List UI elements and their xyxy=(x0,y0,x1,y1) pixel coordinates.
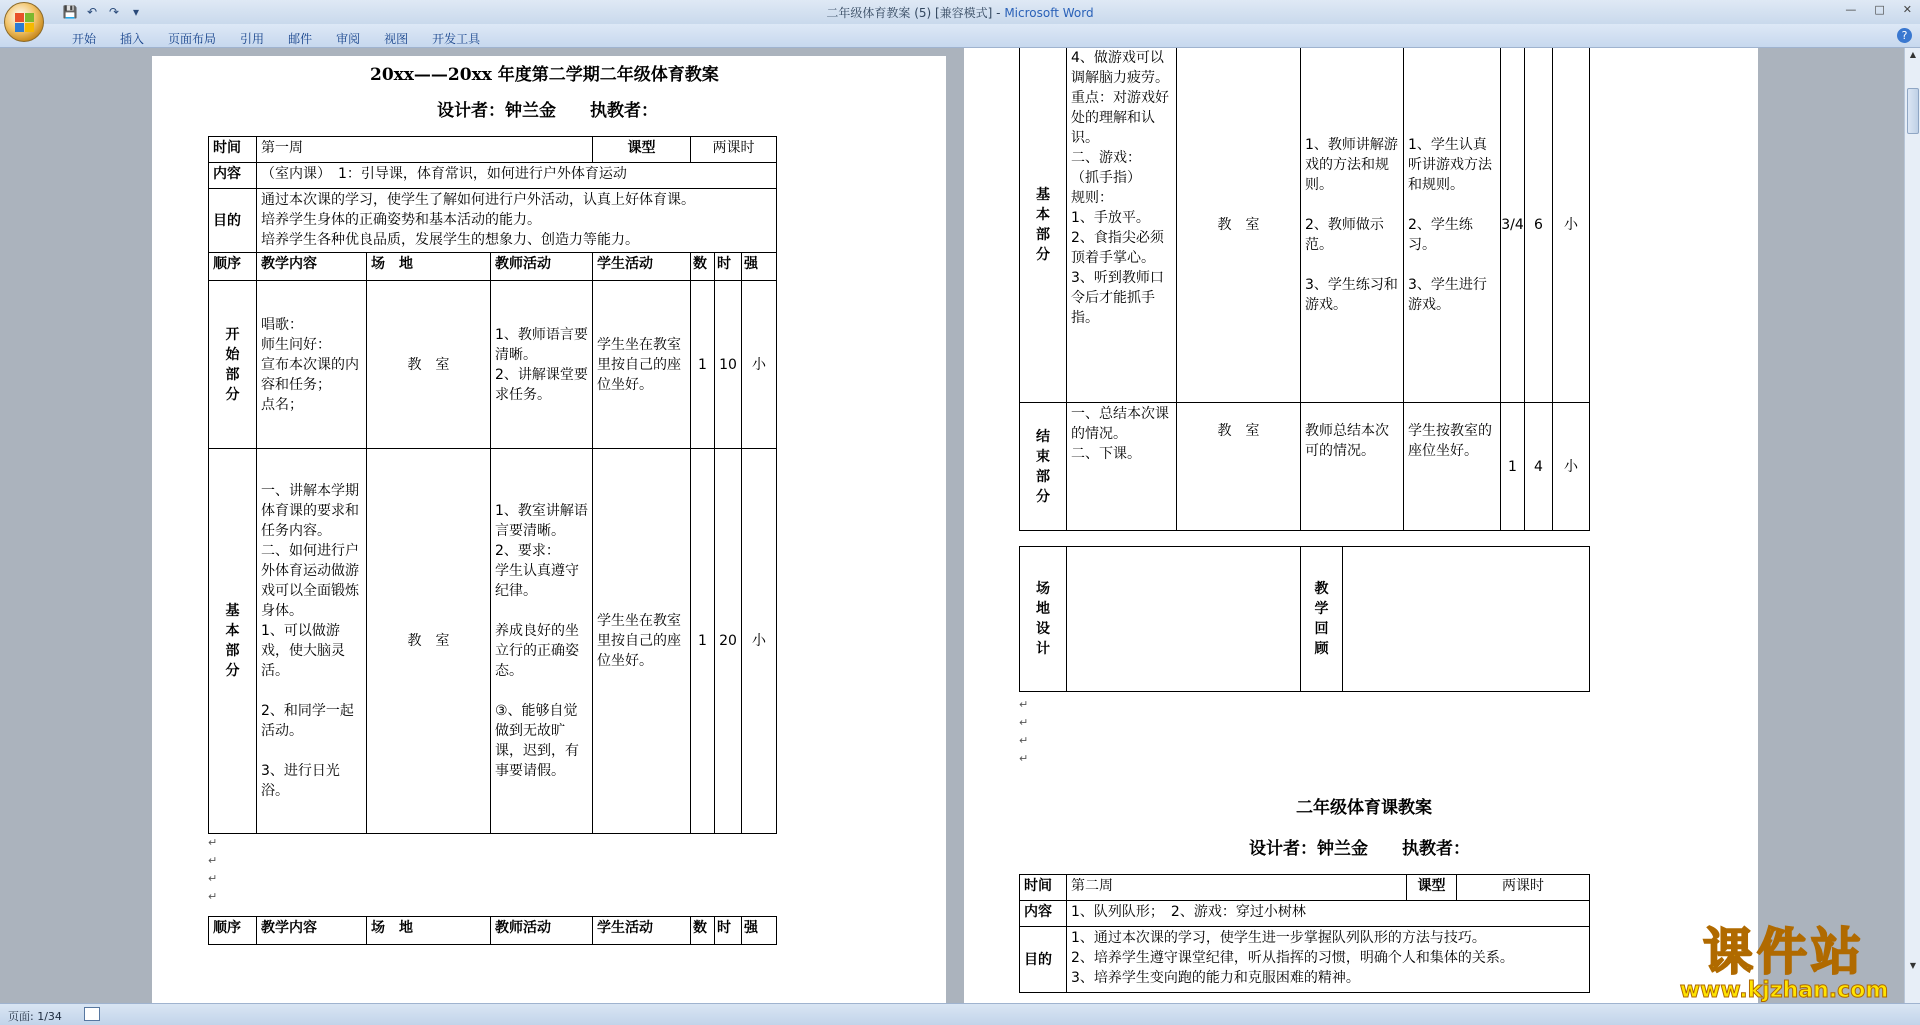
label-goal: 目的 xyxy=(209,189,257,253)
section-basic-teacher: 1、教室讲解语言要清晰。 2、要求： 学生认真遵守纪律。 养成良好的坐立行的正确姿态。 ③、能够自觉做到无故旷课，迟到，有事要请假。 xyxy=(491,449,593,834)
col-teach: 教学内容 xyxy=(257,917,367,945)
col-teacher: 教师活动 xyxy=(491,917,593,945)
label-time: 时间 xyxy=(209,137,257,163)
title-bar xyxy=(0,0,1920,24)
section-basic-name: 基 本 部 分 xyxy=(209,449,257,834)
content-value-2: 1、队列队形； 2、游戏：穿过小树林 xyxy=(1067,901,1590,927)
section-basic-cont-teach: 4、做游戏可以调解脑力疲劳。 重点：对游戏好处的理解和认识。 二、游戏： （抓手指） 规则： 1、手放平。 2、食指尖必须顶着手掌心。 3、听到教师口令后才能抓手指。 xyxy=(1067,48,1177,403)
section-basic-place: 教 室 xyxy=(367,449,491,834)
page-2 xyxy=(964,48,1758,1003)
watermark-url: www.kjzhan.com xyxy=(1679,978,1889,1003)
proofing-icon[interactable] xyxy=(84,1007,100,1021)
section-basic-cont-teacher: 1、教师讲解游戏的方法和规则。 2、教师做示范。 3、学生练习和游戏。 xyxy=(1301,48,1404,403)
minimize-button[interactable]: — xyxy=(1845,3,1857,16)
col-time: 时 xyxy=(715,917,742,945)
site-review-table xyxy=(1019,546,1590,692)
section-basic-cont-intensity: 小 xyxy=(1553,48,1590,403)
section-start-student: 学生坐在教室里按自己的座位坐好。 xyxy=(593,281,691,449)
lesson-table-1-header-repeat xyxy=(208,916,777,945)
week-value: 第一周 xyxy=(257,137,593,163)
col-count: 数 xyxy=(691,917,715,945)
goal-value-2: 1、通过本次课的学习，使学生进一步掌握队列队形的方法与技巧。 2、培养学生遵守课堂纪律，听从指挥的习惯，明确个人和集体的关系。 3、培养学生变向跑的能力和克服困难的精神。 xyxy=(1067,927,1590,993)
doc-title-2: 二年级体育课教案 xyxy=(1296,798,1432,818)
section-basic-teach: 一、讲解本学期体育课的要求和任务内容。 二、如何进行户外体育运动做游戏可以全面锻炼身体。 1、可以做游戏，使大脑灵活。 2、和同学一起活动。 3、进行日光浴。 xyxy=(257,449,367,834)
section-start-intensity: 小 xyxy=(742,281,777,449)
redo-icon[interactable]: ↷ xyxy=(108,5,120,19)
page-count[interactable]: 页面: 1/34 xyxy=(8,1010,62,1023)
label-content-2: 内容 xyxy=(1020,901,1067,927)
paragraph-marks-1: ↵ ↵ ↵ ↵ xyxy=(208,836,218,903)
col-teach: 教学内容 xyxy=(257,253,367,281)
section-end-name: 结 束 部 分 xyxy=(1020,403,1067,531)
lesson-table-1-continued xyxy=(1019,48,1590,531)
vertical-scrollbar[interactable] xyxy=(1904,48,1920,1003)
lesson-table-1 xyxy=(208,136,777,834)
label-time-2: 时间 xyxy=(1020,875,1067,901)
section-start-time: 10 xyxy=(715,281,742,449)
section-end-teach: 一、总结本次课的情况。 二、下课。 xyxy=(1067,403,1177,531)
col-order: 顺序 xyxy=(209,253,257,281)
site-design-cell[interactable] xyxy=(1067,547,1301,692)
teaching-review-cell[interactable] xyxy=(1343,547,1590,692)
tab-7[interactable]: 开发工具 xyxy=(432,32,481,46)
ribbon-tabs xyxy=(60,30,492,47)
section-start-teach: 唱歌： 师生问好： 宣布本次课的内容和任务； 点名； xyxy=(257,281,367,449)
tab-1[interactable]: 插入 xyxy=(120,32,145,46)
lesson-table-2 xyxy=(1019,874,1590,993)
label-goal-2: 目的 xyxy=(1020,927,1067,993)
section-end-teacher: 教师总结本次可的情况。 xyxy=(1301,403,1404,531)
save-icon[interactable]: 💾 xyxy=(62,5,78,19)
col-intensity: 强 xyxy=(742,253,777,281)
watermark-logo xyxy=(1664,925,1904,1003)
col-teacher: 教师活动 xyxy=(491,253,593,281)
customize-qat-icon[interactable]: ▾ xyxy=(132,5,140,19)
maximize-button[interactable]: □ xyxy=(1874,3,1885,16)
section-basic-cont-time: 6 xyxy=(1525,48,1553,403)
tab-2[interactable]: 页面布局 xyxy=(168,32,217,46)
office-logo-icon xyxy=(15,13,35,33)
section-start-name: 开 始 部 分 xyxy=(209,281,257,449)
section-end-time: 4 xyxy=(1525,403,1553,531)
section-end-count: 1 xyxy=(1501,403,1525,531)
watermark-text: 课件站 xyxy=(1703,923,1865,981)
tab-0[interactable]: 开始 xyxy=(72,32,97,46)
label-type-2: 课型 xyxy=(1407,875,1457,901)
label-content: 内容 xyxy=(209,163,257,189)
tab-4[interactable]: 邮件 xyxy=(288,32,313,46)
section-basic-cont-name: 基 本 部 分 xyxy=(1020,48,1067,403)
goal-value: 通过本次课的学习，使学生了解如何进行户外活动，认真上好体育课。 培养学生身体的正确姿势和基本活动的能力。 培养学生各种优良品质，发展学生的想象力、创造力等能力。 xyxy=(257,189,777,253)
col-time: 时 xyxy=(715,253,742,281)
section-basic-time: 20 xyxy=(715,449,742,834)
section-basic-cont-count: 3/4 xyxy=(1501,48,1525,403)
type-value-2: 两课时 xyxy=(1457,875,1590,901)
paragraph-marks-2: ↵ ↵ ↵ ↵ xyxy=(1019,698,1029,765)
window-title: 二年级体育教案 (5) [兼容模式] - Microsoft Word xyxy=(826,6,1094,20)
designer-line-2: 设计者：钟兰金 执教者： xyxy=(1249,839,1470,859)
section-basic-student: 学生坐在教室里按自己的座位坐好。 xyxy=(593,449,691,834)
ribbon-tab-bar xyxy=(0,24,1920,48)
help-icon[interactable]: ? xyxy=(1897,28,1912,43)
label-teaching-review: 教 学 回 顾 xyxy=(1301,547,1343,692)
tab-6[interactable]: 视图 xyxy=(384,32,409,46)
section-start-count: 1 xyxy=(691,281,715,449)
week-value-2: 第二周 xyxy=(1067,875,1407,901)
content-value: （室内课） 1：引导课，体育常识，如何进行户外体育运动 xyxy=(257,163,777,189)
col-count: 数 xyxy=(691,253,715,281)
scroll-thumb[interactable] xyxy=(1907,88,1919,134)
close-button[interactable]: ✕ xyxy=(1902,3,1912,16)
type-value: 两课时 xyxy=(691,137,777,163)
col-place: 场 地 xyxy=(367,917,491,945)
col-student: 学生活动 xyxy=(593,253,691,281)
document-area[interactable] xyxy=(0,48,1904,1003)
col-place: 场 地 xyxy=(367,253,491,281)
section-basic-cont-student: 1、学生认真听讲游戏方法和规则。 2、学生练习。 3、学生进行游戏。 xyxy=(1404,48,1501,403)
section-basic-cont-place: 教 室 xyxy=(1177,48,1301,403)
section-end-student: 学生按教室的座位坐好。 xyxy=(1404,403,1501,531)
designer-line-1: 设计者：钟兰金 执教者： xyxy=(437,101,658,121)
col-student: 学生活动 xyxy=(593,917,691,945)
scroll-up-icon[interactable]: ▲ xyxy=(1909,50,1917,59)
col-order: 顺序 xyxy=(209,917,257,945)
section-start-teacher: 1、教师语言要清晰。 2、讲解课堂要求任务。 xyxy=(491,281,593,449)
label-site-design: 场 地 设 计 xyxy=(1020,547,1067,692)
tab-3[interactable]: 引用 xyxy=(240,32,265,46)
section-basic-count: 1 xyxy=(691,449,715,834)
section-start-place: 教 室 xyxy=(367,281,491,449)
office-button[interactable] xyxy=(4,2,44,42)
section-basic-intensity: 小 xyxy=(742,449,777,834)
undo-icon[interactable]: ↶ xyxy=(86,5,98,19)
col-intensity: 强 xyxy=(742,917,777,945)
scroll-down-icon[interactable]: ▼ xyxy=(1909,961,1917,970)
section-end-intensity: 小 xyxy=(1553,403,1590,531)
doc-title-1: 20xx——20xx 年度第二学期二年级体育教案 xyxy=(370,65,719,85)
page-1 xyxy=(152,56,946,1003)
section-end-place: 教 室 xyxy=(1177,403,1301,531)
status-bar xyxy=(0,1003,1920,1025)
tab-5[interactable]: 审阅 xyxy=(336,32,361,46)
window-controls xyxy=(1845,3,1912,16)
label-type: 课型 xyxy=(593,137,691,163)
